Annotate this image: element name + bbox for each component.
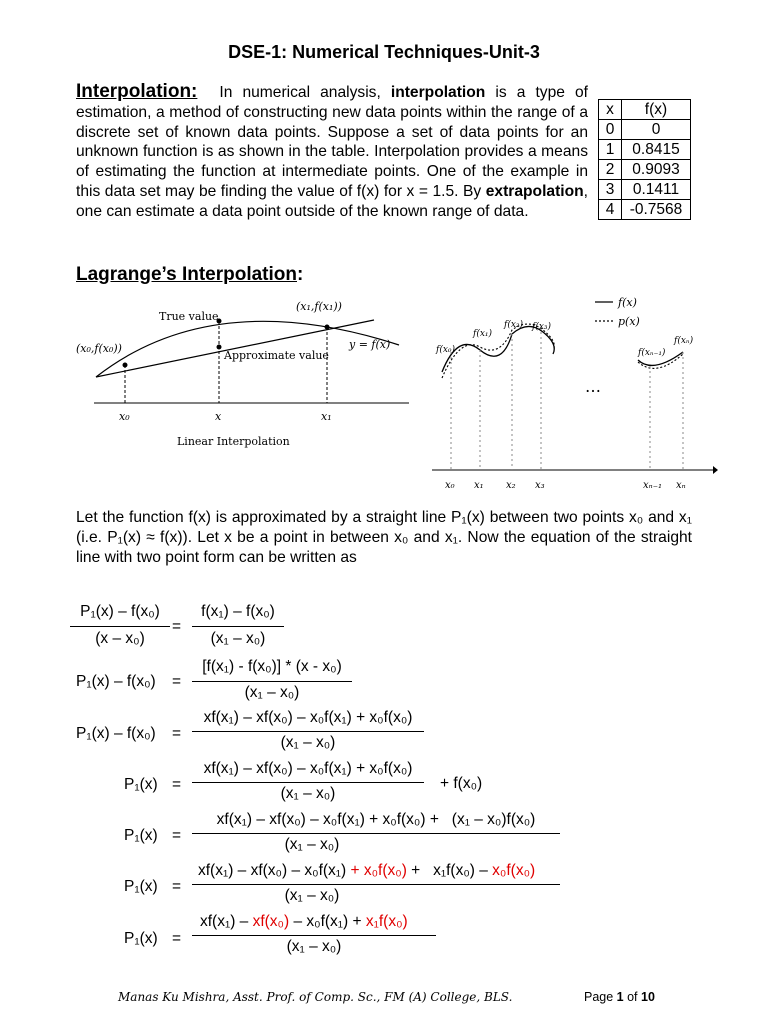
point-x1-label: (x₁,f(x₁)) — [296, 300, 342, 313]
page-label: Page — [584, 990, 617, 1004]
table-row — [599, 140, 691, 160]
table-row — [599, 200, 691, 220]
legend-p: p(x) — [618, 315, 640, 328]
eq6-term-c: + x₁f(x₀) – — [406, 862, 493, 879]
eq5-denominator: (x₁ – x₀) — [284, 836, 340, 853]
fx-curve — [442, 326, 554, 372]
table-row — [599, 120, 691, 140]
table-header-row — [599, 100, 691, 120]
table-row — [599, 160, 691, 180]
tick-x0: x₀ — [445, 480, 455, 491]
eq6-term-a: xf(x₁) – xf(x₀) – x₀f(x₁) — [198, 862, 351, 879]
curve-label: y = f(x) — [349, 338, 391, 351]
eq4-fraction-line — [192, 782, 424, 783]
table-cell: 0.1411 — [622, 180, 691, 200]
line-approximation-paragraph: Let the function f(x) is approximated by a straight line P₁(x) between two points x₀ and x₁ (i.e. P₁(x) ≈ f(x)). Let x be a point in between x₀ and x₁. Now the equation of the straight line with two point form can be written as — [76, 509, 692, 566]
section-heading-text: Lagrange’s Interpolation — [76, 264, 297, 285]
label-fx2: f(x₂) — [504, 320, 524, 330]
eq7-term-a: xf(x₁) – — [200, 913, 253, 930]
eq1-equals: = — [172, 618, 182, 635]
point-x1 — [325, 325, 330, 330]
table-cell: -0.7568 — [622, 200, 691, 220]
eq6-fraction-line — [192, 884, 560, 885]
true-value-label: True value — [159, 310, 219, 323]
eq7-denominator: (x₁ – x₀) — [286, 938, 342, 955]
eq1-lhs-numerator: P₁(x) – f(x₀) — [80, 603, 160, 620]
eq4-tail: + f(x₀) — [440, 775, 483, 792]
tick-x1: x₁ — [321, 410, 332, 423]
eq7-term-d-highlight: x₁f(x₀) — [365, 913, 408, 930]
tick-x0: x₀ — [119, 410, 130, 423]
section-heading-lagrange — [76, 264, 303, 286]
tick-xn: xₙ — [676, 480, 686, 491]
eq7-fraction-line — [192, 935, 436, 936]
table-cell: 0 — [622, 120, 691, 140]
tick-xn1: xₙ₋₁ — [643, 480, 662, 491]
table-cell: 1 — [599, 140, 622, 160]
label-fxn1: f(xₙ₋₁) — [638, 348, 666, 358]
eq6-term-d-highlight: x₀f(x₀) — [492, 862, 536, 879]
eq6-equals: = — [172, 878, 182, 895]
tick-x: x — [215, 410, 222, 423]
eq3-fraction-line — [192, 731, 424, 732]
eq7-numerator — [200, 913, 408, 931]
eq3-lhs: P₁(x) – f(x₀) — [76, 725, 156, 742]
table-cell: 3 — [599, 180, 622, 200]
eq1-rhs-numerator: f(x₁) – f(x₀) — [201, 603, 275, 620]
tick-x2: x₂ — [506, 480, 516, 491]
table-cell: 2 — [599, 160, 622, 180]
tick-x3: x₃ — [535, 480, 545, 491]
eq5-numerator: xf(x₁) – xf(x₀) – x₀f(x₁) + x₀f(x₀) + (x₁ – x₀)f(x₀) — [216, 811, 536, 828]
point-x0-label: (x₀,f(x₀)) — [76, 342, 122, 355]
axis-arrow-icon — [713, 466, 718, 474]
figure1-caption: Linear Interpolation — [177, 435, 290, 448]
data-table — [598, 99, 691, 220]
intro-paragraph — [76, 82, 588, 222]
point-x0 — [123, 363, 128, 368]
eq6-numerator — [198, 862, 535, 880]
point-approx — [217, 345, 222, 350]
eq5-lhs: P₁(x) — [124, 827, 158, 844]
eq7-term-b-highlight: xf(x₀) — [252, 913, 290, 930]
eq2-lhs: P₁(x) – f(x₀) — [76, 673, 156, 690]
legend-f: f(x) — [618, 296, 637, 309]
footer-author: Manas Ku Mishra, Asst. Prof. of Comp. Sc., FM (A) College, BLS. — [118, 990, 513, 1004]
eq2-fraction-line — [192, 681, 352, 682]
eq5-equals: = — [172, 827, 182, 844]
page-number — [584, 990, 655, 1004]
eq3-numerator: xf(x₁) – xf(x₀) – x₀f(x₁) + x₀f(x₀) — [203, 709, 413, 726]
eq5-fraction-line — [192, 833, 560, 834]
intro-text-1: In numerical analysis, — [219, 84, 391, 101]
eq1-lhs-denominator: (x – x₀) — [95, 630, 145, 647]
label-fx0: f(x₀) — [436, 345, 456, 355]
table-cell: 0.8415 — [622, 140, 691, 160]
intro-text-3: , one can estimate a data point outside of the known range of data. — [76, 182, 588, 220]
intro-text-2: is a type of estimation, a method of constructing new data points within the range of a discrete set of known data points. Suppose a set of data points for an unknown function is as shown in the table. Interpolation provides a means of estimating the function at intermediate points. One of the example in this data set may be finding the value of f(x) for x = 1.5. By — [76, 84, 588, 200]
eq3-denominator: (x₁ – x₀) — [280, 734, 336, 751]
eq2-equals: = — [172, 673, 182, 690]
table-header-x: x — [599, 100, 622, 120]
eq4-lhs: P₁(x) — [124, 776, 158, 793]
eq6-lhs: P₁(x) — [124, 878, 158, 895]
page-total: 10 — [641, 990, 655, 1004]
eq1-lhs-fraction-line — [70, 626, 170, 627]
table-cell: 0 — [599, 120, 622, 140]
table-cell: 0.9093 — [622, 160, 691, 180]
eq4-equals: = — [172, 776, 182, 793]
eq2-denominator: (x₁ – x₀) — [244, 684, 300, 701]
tick-x1: x₁ — [474, 480, 484, 491]
label-fxn: f(xₙ) — [674, 336, 694, 346]
eq7-lhs: P₁(x) — [124, 930, 158, 947]
approx-value-label: Approximate value — [224, 349, 329, 362]
page-of: of — [623, 990, 641, 1004]
eq6-term-b-highlight: + x₀f(x₀) — [350, 862, 407, 879]
eq6-denominator: (x₁ – x₀) — [284, 887, 340, 904]
eq2-numerator: [f(x₁) - f(x₀)] * (x - x₀) — [202, 658, 342, 675]
extrapolation-term: extrapolation — [485, 182, 584, 200]
eq4-denominator: (x₁ – x₀) — [280, 785, 336, 802]
polynomial-interpolation-figure — [428, 292, 718, 492]
eq3-equals: = — [172, 725, 182, 742]
label-fx1: f(x₁) — [473, 329, 493, 339]
ellipsis: … — [585, 377, 601, 396]
interpolation-heading: Interpolation: — [76, 81, 198, 102]
eq7-term-c: – x₀f(x₁) + — [289, 913, 366, 930]
table-row — [599, 180, 691, 200]
eq4-numerator: xf(x₁) – xf(x₀) – x₀f(x₁) + x₀f(x₀) — [203, 760, 413, 777]
section-heading-colon: : — [297, 264, 304, 285]
label-fx3: f(x₃) — [532, 322, 552, 332]
interpolation-term: interpolation — [390, 84, 486, 101]
eq1-rhs-fraction-line — [192, 626, 284, 627]
eq7-equals: = — [172, 930, 182, 947]
table-cell: 4 — [599, 200, 622, 220]
page-current: 1 — [616, 990, 624, 1004]
linear-interpolation-figure — [74, 295, 414, 455]
px-curve — [442, 324, 554, 378]
table-header-fx: f(x) — [622, 100, 691, 120]
eq1-rhs-denominator: (x₁ – x₀) — [210, 630, 266, 647]
page-title: DSE-1: Numerical Techniques-Unit-3 — [228, 42, 540, 62]
